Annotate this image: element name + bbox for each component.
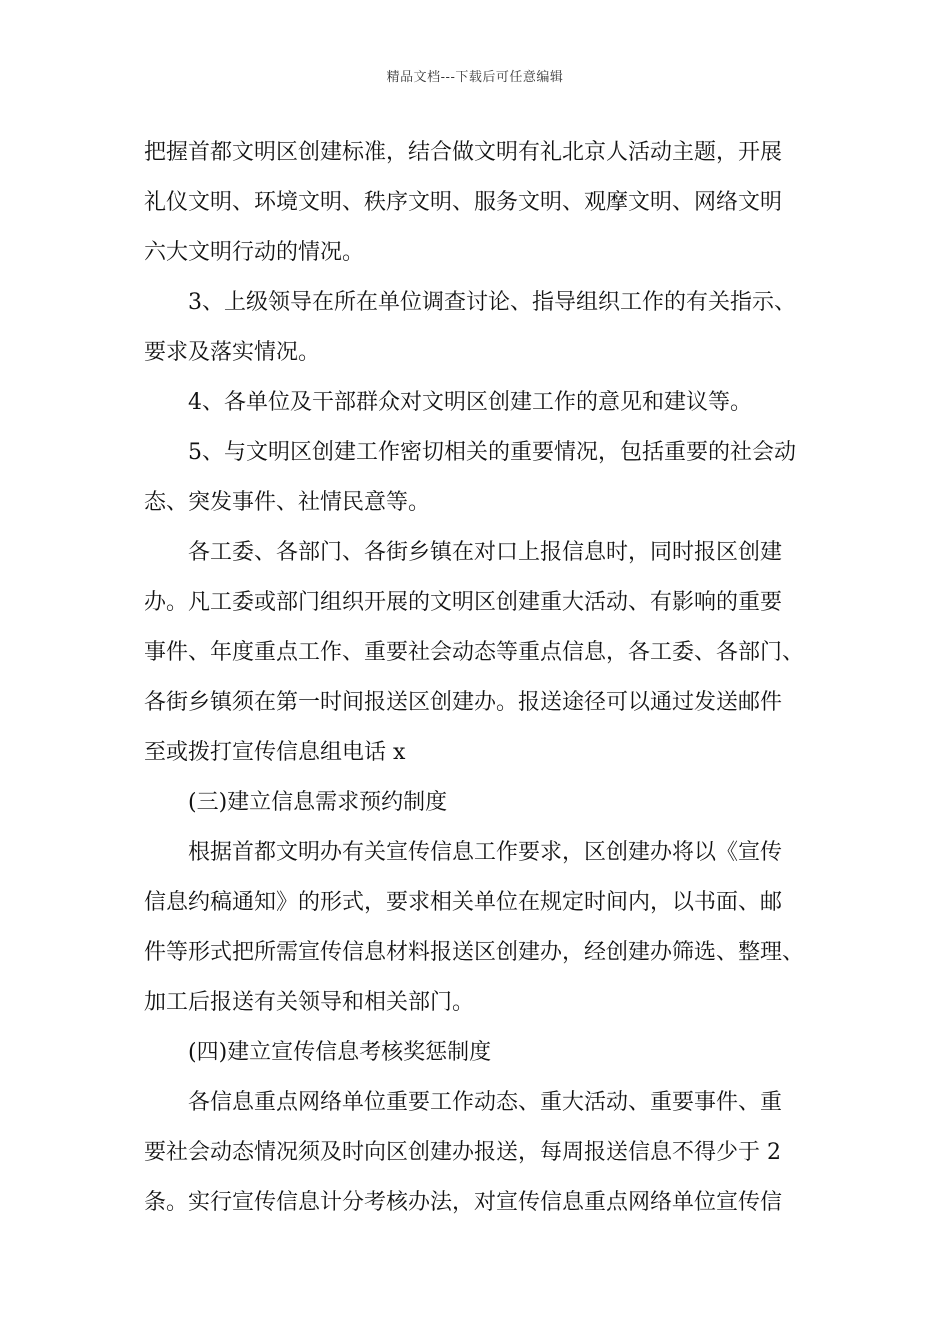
- text-line: 件等形式把所需宣传信息材料报送区创建办，经创建办筛选、整理、: [144, 940, 805, 965]
- page-header: 精品文档---下载后可任意编辑: [386, 70, 564, 85]
- text-line: 要求及落实情况。: [144, 340, 321, 365]
- text-line: 各工委、各部门、各街乡镇在对口上报信息时，同时报区创建: [188, 540, 783, 565]
- section-heading: (三)建立信息需求预约制度: [188, 790, 448, 815]
- text-line: 把握首都文明区创建标准，结合做文明有礼北京人活动主题，开展: [144, 140, 783, 165]
- text-line: 礼仪文明、环境文明、秩序文明、服务文明、观摩文明、网络文明: [144, 190, 783, 215]
- text-line: 信息约稿通知》的形式，要求相关单位在规定时间内，以书面、邮: [144, 890, 783, 915]
- text-line: 加工后报送有关领导和相关部门。: [144, 990, 475, 1015]
- text-line: 根据首都文明办有关宣传信息工作要求，区创建办将以《宣传: [188, 840, 783, 865]
- text-line: 办。凡工委或部门组织开展的文明区创建重大活动、有影响的重要: [144, 590, 783, 615]
- text-line: 3、上级领导在所在单位调查讨论、指导组织工作的有关指示、: [188, 290, 796, 315]
- text-line: 至或拨打宣传信息组电话 x: [144, 740, 406, 765]
- text-line: 态、突发事件、社情民意等。: [144, 490, 431, 515]
- document-body: [144, 128, 834, 1228]
- text-line: 各街乡镇须在第一时间报送区创建办。报送途径可以通过发送邮件: [144, 690, 783, 715]
- text-line: 5、与文明区创建工作密切相关的重要情况，包括重要的社会动: [188, 440, 796, 465]
- text-line: 事件、年度重点工作、重要社会动态等重点信息，各工委、各部门、: [144, 640, 805, 665]
- text-line: 要社会动态情况须及时向区创建办报送，每周报送信息不得少于 2: [144, 1140, 781, 1165]
- section-heading: (四)建立宣传信息考核奖惩制度: [188, 1040, 492, 1065]
- text-line: 4、各单位及干部群众对文明区创建工作的意见和建议等。: [188, 390, 752, 415]
- text-line: 条。实行宣传信息计分考核办法，对宣传信息重点网络单位宣传信: [144, 1190, 783, 1215]
- text-line: 六大文明行动的情况。: [144, 240, 365, 265]
- text-line: 各信息重点网络单位重要工作动态、重大活动、重要事件、重: [188, 1090, 783, 1115]
